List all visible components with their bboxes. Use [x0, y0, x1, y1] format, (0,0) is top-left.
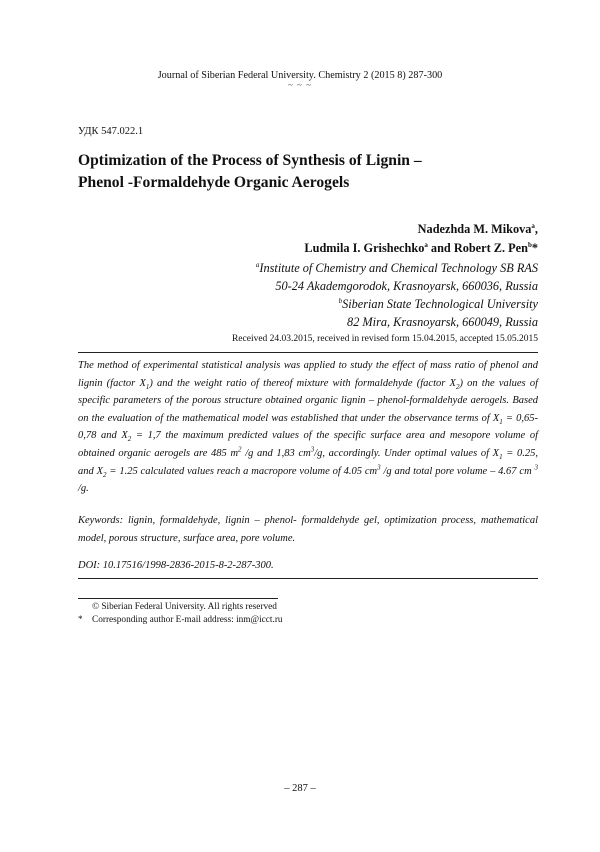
keywords: Keywords: lignin, formaldehyde, lignin – phenol- formaldehyde gel, optimization process, mathematical model, porous structure, surface area, pore volume. [78, 515, 538, 544]
doi-link[interactable]: DOI: 10.17516/1998-2836-2015-8-2-287-300. [78, 560, 274, 571]
author-name: and Robert Z. Pen [427, 241, 528, 255]
footnote-email: Corresponding author E-mail address: inm@icct.ru [92, 615, 283, 625]
author-separator: , [534, 222, 538, 236]
affil-name: Institute of Chemistry and Chemical Technology SB RAS [259, 261, 538, 275]
abstract-text: = 0.25, and X [78, 447, 538, 477]
subscript: 1 [145, 382, 150, 391]
received-dates: Received 24.03.2015, received in revised form 15.04.2015, accepted 15.05.2015 [231, 334, 538, 344]
superscript: 3 [534, 463, 538, 472]
abstract-text: ) and the weight ratio of thereof mixture with formaldehyde (factor X [149, 377, 456, 389]
footnote-corresponding [78, 615, 283, 625]
paper-title [78, 150, 548, 194]
subscript: 2 [103, 470, 107, 479]
subscript: 1 [499, 453, 503, 462]
abstract-text: /g and total pore volume – 4.67 cm [380, 465, 535, 477]
superscript: 2 [238, 445, 242, 454]
affiliation-b-address: 82 Mira, Krasnoyarsk, 660049, Russia [347, 315, 538, 329]
abstract-text: ) on the values of specific parameters of the porous structure obtained organic lignin – phenol-formaldehyde aerogels. Based on the evaluation of the mathematical model was established that under the observance terms of X [78, 377, 538, 424]
superscript: 3 [377, 463, 381, 472]
abstract-text: = 1.25 calculated values reach a macropore volume of 4.05 cm [106, 465, 378, 477]
title-line-2: Phenol -Formaldehyde Organic Aerogels [78, 174, 350, 191]
title-line-1: Optimization of the Process of Synthesis of Lignin – [78, 152, 422, 169]
abstract-text: /g. [78, 483, 89, 495]
affiliation-b [339, 297, 538, 312]
footnote-star: * [78, 615, 83, 625]
author-line-1 [418, 222, 538, 237]
footnote-rule [78, 598, 278, 599]
affil-mark: a [255, 260, 260, 269]
superscript: 3 [310, 445, 315, 454]
corresponding-mark: * [531, 241, 538, 255]
abstract-text: = 0,65-0,78 and X [78, 412, 538, 442]
author-line-2 [304, 241, 538, 256]
subscript: 2 [127, 435, 132, 444]
author-affil-mark: b [527, 240, 532, 249]
header-ornament: ~ ~ ~ [287, 80, 313, 90]
subscript: 2 [455, 382, 460, 391]
affiliation-a [256, 261, 538, 276]
affiliation-a-address: 50-24 Akademgorodok, Krasnoyarsk, 660036, Russia [275, 279, 538, 293]
page-number: – 287 – [284, 783, 316, 794]
subscript: 1 [499, 417, 503, 426]
author-name: Ludmila I. Grishechko [304, 241, 425, 255]
footnote-copyright: © Siberian Federal University. All rights reserved [92, 602, 277, 612]
affil-mark: b [338, 296, 343, 305]
author-affil-mark: a [424, 240, 428, 249]
udk-code: УДК 547.022.1 [78, 126, 144, 137]
divider-bottom [78, 578, 538, 579]
abstract-text: /g and 1,83 cm [241, 447, 311, 459]
divider-top [78, 352, 538, 353]
abstract-text: The method of experimental statistical analysis was applied to study the effect of mass ratio of phenol and lignin (factor X [78, 360, 538, 389]
affil-name: Siberian State Technological University [342, 297, 538, 311]
abstract [78, 357, 538, 498]
author-name: Nadezhda M. Mikova [417, 222, 532, 236]
abstract-text: /g, accordingly. Under optimal values of X [314, 447, 500, 459]
author-affil-mark: a [531, 221, 535, 230]
abstract-text: = 1,7 the maximum predicted values of the specific surface area and mesopore volume of obtained organic aerogels are 485 m [78, 430, 538, 459]
journal-header: Journal of Siberian Federal University. Chemistry 2 (2015 8) 287-300 [157, 70, 443, 81]
